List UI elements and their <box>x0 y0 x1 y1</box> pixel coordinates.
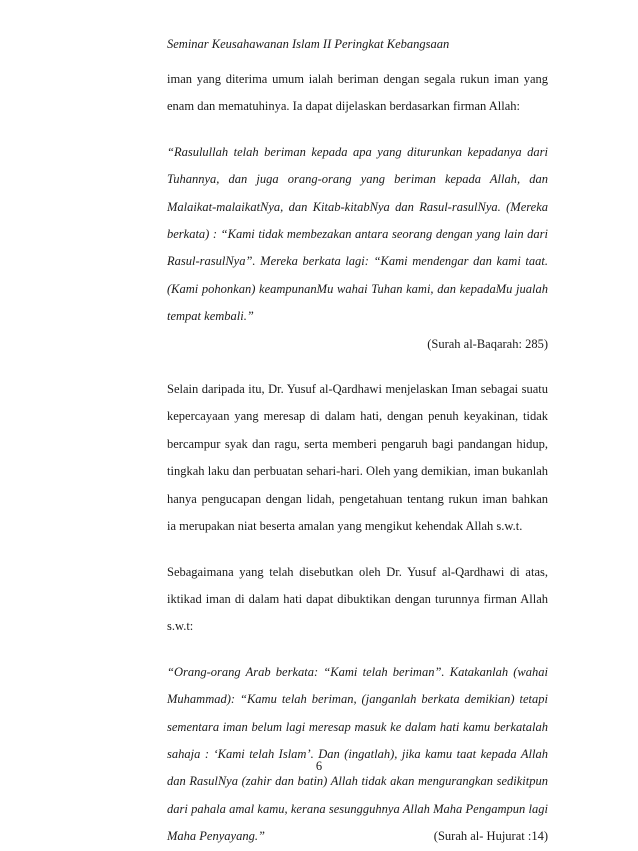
page-number: 6 <box>315 759 323 773</box>
paragraph-gap <box>167 541 548 559</box>
text-line: Selain daripada itu, Dr. Yusuf al-Qardhawi menjelaskan Iman sebagai suatu <box>167 382 548 397</box>
paragraph-gap <box>167 358 548 376</box>
quote-citation: (Surah al- Hujurat :14) <box>433 829 548 844</box>
quote-line: “Rasulullah telah beriman kepada apa yang diturunkan kepadanya dari <box>167 144 548 159</box>
paragraph-qardhawi <box>167 376 548 540</box>
text-line: tingkah laku dan perbuatan sehari-hari. Oleh yang demikian, iman bukanlah <box>167 464 548 479</box>
text-line: hanya pengucapan dengan lidah, pengetahuan tentang rukun iman bahkan <box>167 491 548 506</box>
quote-line: dari pahala amal kamu, kerana sesungguhnya Allah Maha Pengampun lagi <box>167 801 548 816</box>
quote-line: Tuhannya, dan juga orang-orang yang beriman kepada Allah, dan <box>167 172 548 187</box>
running-header: Seminar Keusahawanan Islam II Peringkat Kebangsaan <box>167 37 450 51</box>
quote-line: “Orang-orang Arab berkata: “Kami telah beriman”. Katakanlah (wahai <box>167 664 548 679</box>
text-line: iktikad iman di dalam hati dapat dibuktikan dengan turunnya firman Allah <box>167 591 548 606</box>
paragraph-iktikad <box>167 559 548 641</box>
quote-line: Malaikat-malaikatNya, dan Kitab-kitabNya dan Rasul-rasulNya. (Mereka <box>167 199 548 214</box>
quote-citation: (Surah al-Baqarah: 285) <box>427 336 548 351</box>
paragraph-intro <box>167 66 548 121</box>
text-line: ia merupakan niat beserta amalan yang mengikut kehendak Allah s.w.t. <box>167 519 523 534</box>
text-line: Sebagaimana yang telah disebutkan oleh Dr. Yusuf al-Qardhawi di atas, <box>167 564 548 579</box>
text-line: iman yang diterima umum ialah beriman dengan segala rukun iman yang <box>167 72 548 86</box>
quote-last-line-row <box>167 823 548 850</box>
quote-line: tempat kembali.” <box>167 309 254 324</box>
text-line: enam dan mematuhinya. Ia dapat dijelaskan berdasarkan firman Allah: <box>167 99 520 114</box>
quote-line: dan RasulNya (zahir dan batin) Allah tidak akan mengurangkan sedikitpun <box>167 774 548 789</box>
page-body <box>167 66 548 851</box>
quote-line: Rasul-rasulNya”. Mereka berkata lagi: “Kami mendengar dan kami taat. <box>167 254 548 269</box>
quote-hujurat <box>167 659 548 823</box>
quote-line: berkata) : “Kami tidak membezakan antara seorang dengan yang lain dari <box>167 227 548 242</box>
quote-line: Maha Penyayang.” <box>167 829 265 844</box>
paragraph-gap <box>167 121 548 139</box>
text-line: kepercayaan yang meresap di dalam hati, dengan penuh keyakinan, tidak <box>167 409 548 424</box>
paragraph-gap <box>167 641 548 659</box>
text-line: s.w.t: <box>167 619 194 634</box>
quote-line: sahaja : ‘Kami telah Islam’. Dan (ingatlah), jika kamu taat kepada Allah <box>167 746 548 761</box>
quote-baqarah <box>167 139 548 358</box>
quote-line: (Kami pohonkan) keampunanMu wahai Tuhan kami, dan kepadaMu jualah <box>167 281 548 296</box>
text-line: bercampur syak dan ragu, serta memberi pengaruh bagi pandangan hidup, <box>167 436 548 451</box>
quote-line: sementara iman belum lagi meresap masuk ke dalam hati kamu berkatalah <box>167 719 548 734</box>
quote-line: Muhammad): “Kamu telah beriman, (janganlah berkata demikian) tetapi <box>167 692 548 707</box>
